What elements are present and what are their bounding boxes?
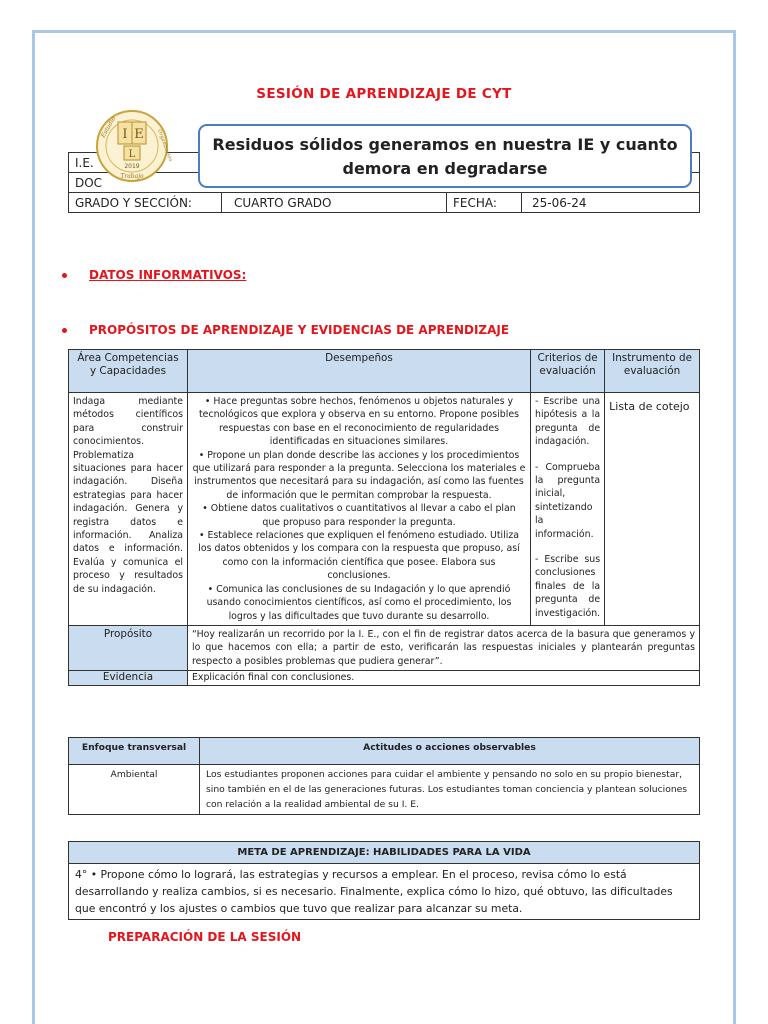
enfoque-text: Los estudiantes proponen acciones para cuidar el ambiente y pensando no solo en su propio bienestar, sino también en el de las generaciones futuras. Los estudiantes toman conciencia y plantean soluciones con relación a la realidad ambiental de su I. E. <box>200 765 700 815</box>
evidencia-text: Explicación final con conclusiones. <box>188 671 700 685</box>
desempeno-item: • Establece relaciones que expliquen el fenómeno estudiado. Utiliza los datos obtenidos y los compara con la respuesta que propuso, así como con la información científica que posee. Elabora sus conclusiones. <box>198 530 520 582</box>
session-title-banner <box>198 124 692 188</box>
desempeno-item: • Comunica las conclusiones de su Indagación y lo que aprendió usando conocimientos científicos, así como el procedimiento, los logros y las dificultades que tuvo durante su desarrollo. <box>206 583 512 622</box>
table-row-evidencia <box>69 671 700 685</box>
svg-text:Estudio: Estudio <box>99 115 118 139</box>
fecha-value: 25-06-24 <box>522 193 700 213</box>
enfoque-row <box>69 765 700 815</box>
section-preparacion: PREPARACIÓN DE LA SESIÓN <box>108 930 302 944</box>
actitudes-header: Actitudes o acciones observables <box>200 738 700 765</box>
instrumento-cell: Lista de cotejo <box>605 393 700 626</box>
meta-row <box>69 864 700 920</box>
section-datos: DATOS INFORMATIVOS: <box>62 268 246 282</box>
enfoque-header-row <box>69 738 700 765</box>
table-header-row <box>69 350 700 393</box>
svg-text:L: L <box>128 149 136 160</box>
desempeno-item: • Obtiene datos cualitativos o cuantitativos al llevar a cabo el plan que propuso para responder la pregunta. <box>202 503 516 528</box>
criterio-item: - Comprueba la pregunta inicial, sintetizando la información. <box>535 461 601 540</box>
area-cell: Indaga mediante métodos científicos para construir conocimientos. Problematiza situaciones para hacer indagación. Diseña estrategias para hacer indagación. Genera y registra datos e información. Analiza datos e información. Evalúa y comunica el proceso y resultados de su indagación. <box>69 393 188 626</box>
docente-cell: DOC <box>69 173 700 193</box>
propositos-table <box>68 349 700 686</box>
ie-cell: I.E. <box>69 153 700 173</box>
bullet-icon <box>62 328 67 333</box>
header-criterios: Criterios de evaluación <box>531 350 605 393</box>
fecha-label: FECHA: <box>447 193 522 213</box>
criterios-cell <box>531 393 605 626</box>
enfoque-table <box>68 737 700 815</box>
desempeno-item: • Propone un plan donde describe las acciones y los procedimientos que utilizará para responder a la pregunta. Selecciona los materiales e instrumentos que necesitará para su indagación, así como las fuentes de información que le permitan comprobar la respuesta. <box>192 449 526 501</box>
grado-value: CUARTO GRADO <box>222 193 447 213</box>
enfoque-header: Enfoque transversal <box>69 738 200 765</box>
banner-line-1: Residuos sólidos generamos en nuestra IE y cuanto <box>212 135 678 154</box>
svg-text:I: I <box>122 127 128 142</box>
svg-text:Trabajo: Trabajo <box>120 173 144 180</box>
desempeno-item: • Hace preguntas sobre hechos, fenómenos u objetos naturales y tecnológicos que explora y observa en su entorno. Propone posibles respuestas con base en el reconocimiento de regularidades identificadas en situaciones similares. <box>199 396 519 448</box>
criterio-item: - Escribe una hipótesis a la pregunta de indagación. <box>535 396 601 448</box>
table-row-competencias <box>69 393 700 626</box>
page-title: SESIÓN DE APRENDIZAJE DE CYT <box>256 86 512 102</box>
criterio-item: - Escribe sus conclusiones finales de la pregunta de investigación. <box>535 554 601 619</box>
meta-table <box>68 841 700 920</box>
meta-header: META DE APRENDIZAJE: HABILIDADES PARA LA VIDA <box>69 842 700 864</box>
svg-text:2019: 2019 <box>124 163 140 170</box>
bullet-icon <box>62 273 67 278</box>
desempenos-cell <box>188 393 531 626</box>
proposito-text: “Hoy realizarán un recorrido por la I. E., con el fin de registrar datos acerca de la basura que generamos y lo que hacemos con ella; a partir de esto, verificarán las respuestas iniciales y plantearán preguntas respecto a posibles problemas que pudiera generar”. <box>188 625 700 670</box>
header-desempenos: Desempeños <box>188 350 531 393</box>
meta-text: 4° • Propone cómo lo logrará, las estrategias y recursos a emplear. En el proceso, revisa cómo lo está desarrollando y realiza cambios, si es necesario. Finalmente, explica cómo lo hizo, qué obtuvo, las dificultades que encontró y los ajustes o cambios que tuvo que realizar para alcanzar su meta. <box>69 864 700 920</box>
grado-label: GRADO Y SECCIÓN: <box>69 193 222 213</box>
svg-text:E: E <box>134 127 144 142</box>
evidencia-label: Evidencia <box>69 671 188 685</box>
proposito-label: Propósito <box>69 625 188 670</box>
header-instrumento: Instrumento de evaluación <box>605 350 700 393</box>
school-logo <box>94 108 174 184</box>
info-row-grado <box>69 193 700 213</box>
banner-line-2: demora en degradarse <box>342 159 548 178</box>
header-area: Área Competencias y Capacidades <box>69 350 188 393</box>
svg-text:Organización: Organización <box>156 128 174 163</box>
table-row-proposito <box>69 625 700 670</box>
enfoque-ambiental: Ambiental <box>69 765 200 815</box>
meta-header-row <box>69 842 700 864</box>
section-propositos: PROPÓSITOS DE APRENDIZAJE Y EVIDENCIAS DE APRENDIZAJE <box>62 323 509 337</box>
